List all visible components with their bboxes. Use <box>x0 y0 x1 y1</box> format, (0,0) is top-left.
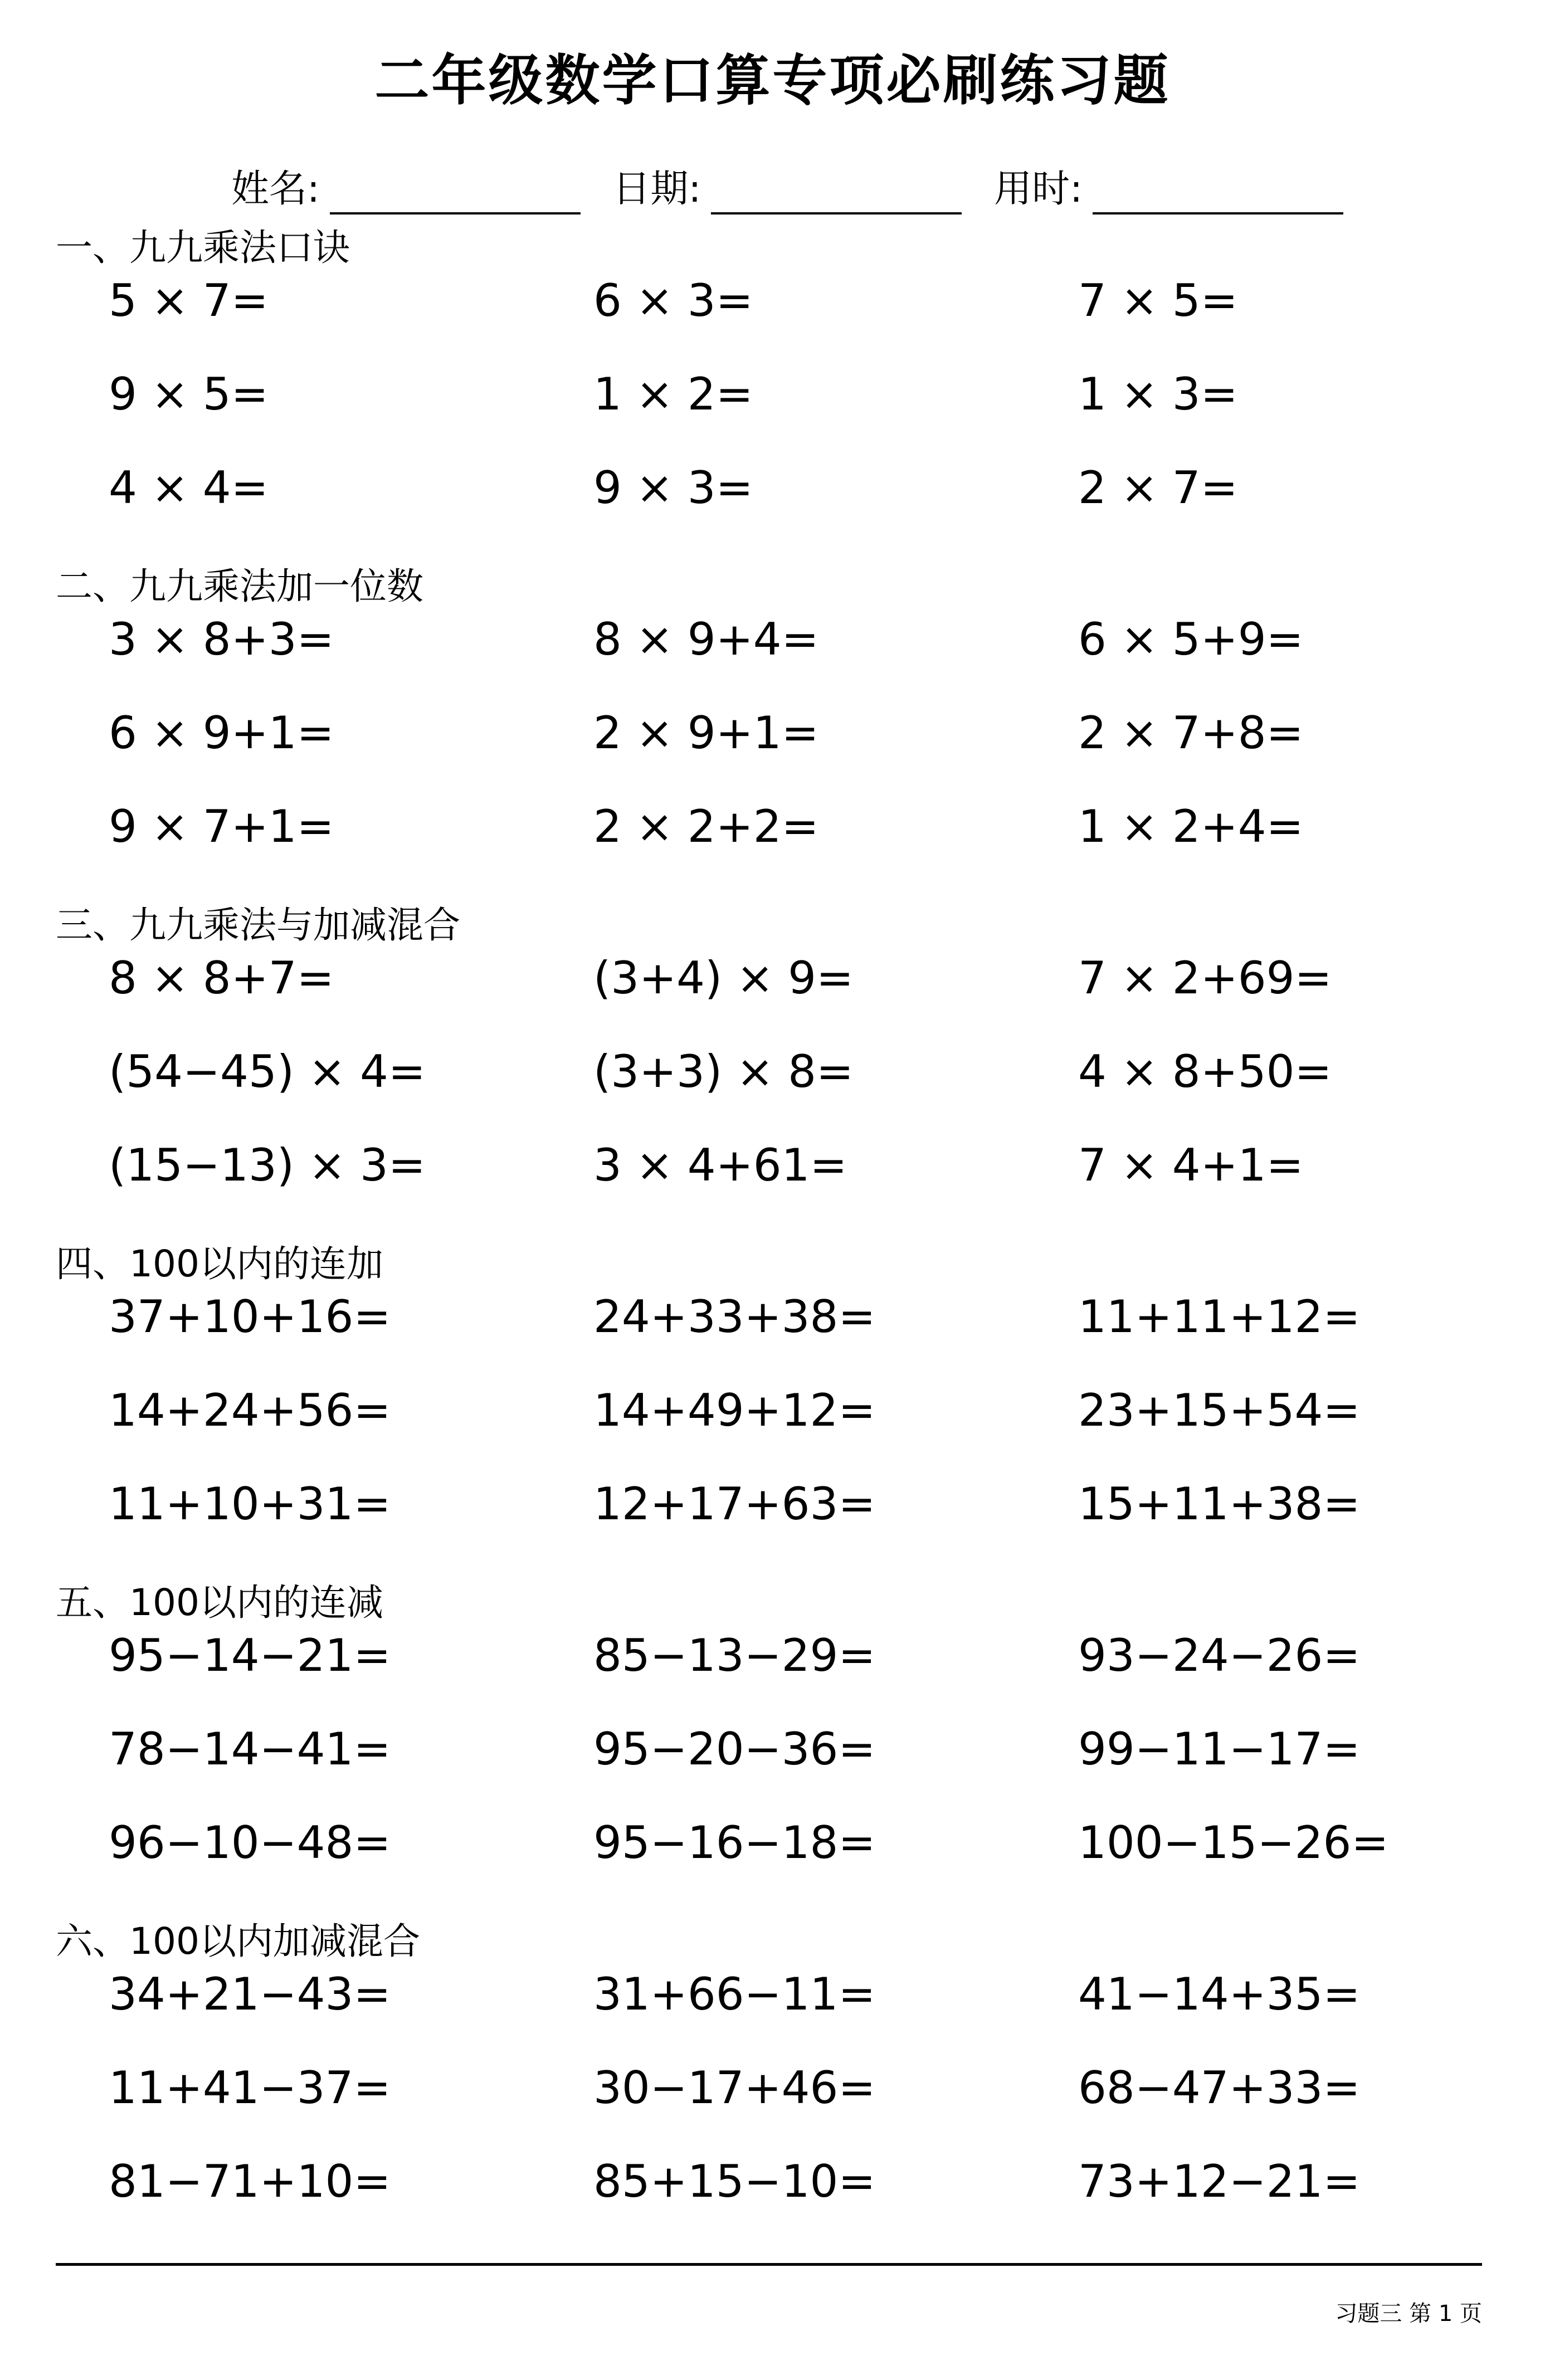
problem: 3 × 4+61= <box>593 1139 847 1191</box>
problem: 95−20−36= <box>593 1723 876 1775</box>
problem: 2 × 2+2= <box>593 801 819 852</box>
student-info-row <box>231 164 1363 214</box>
problem: 37+10+16= <box>109 1291 391 1343</box>
problem: 73+12−21= <box>1078 2155 1361 2207</box>
problem: 4 × 8+50= <box>1078 1046 1332 1098</box>
name-blank[interactable] <box>330 173 581 214</box>
problem: 3 × 8+3= <box>109 613 334 665</box>
problem: 81−71+10= <box>109 2155 391 2207</box>
problem: 1 × 2+4= <box>1078 801 1304 852</box>
problem: (54−45) × 4= <box>109 1046 426 1098</box>
problem: 31+66−11= <box>593 1968 876 2020</box>
problem: 14+49+12= <box>593 1384 876 1436</box>
section-heading: 四、100以内的连加 <box>56 1242 383 1285</box>
problem: 5 × 7= <box>109 275 269 326</box>
problem: 1 × 2= <box>593 368 753 420</box>
problem: 2 × 7= <box>1078 462 1238 514</box>
section-heading: 六、100以内加减混合 <box>56 1920 420 1963</box>
section-heading: 二、九九乘法加一位数 <box>56 565 423 608</box>
section-heading: 五、100以内的连减 <box>56 1581 383 1624</box>
problem: 85−13−29= <box>593 1630 876 1681</box>
problem: 11+41−37= <box>109 2062 391 2114</box>
problem: 100−15−26= <box>1078 1817 1389 1869</box>
problem: 78−14−41= <box>109 1723 391 1775</box>
problem: 6 × 5+9= <box>1078 613 1304 665</box>
problem: 93−24−26= <box>1078 1630 1361 1681</box>
problem: 30−17+46= <box>593 2062 876 2114</box>
problem: 7 × 5= <box>1078 275 1238 326</box>
problem: 9 × 5= <box>109 368 269 420</box>
problem: 9 × 3= <box>593 462 753 514</box>
time-label: 用时: <box>994 167 1083 211</box>
problem: 68−47+33= <box>1078 2062 1361 2114</box>
problem: 23+15+54= <box>1078 1384 1361 1436</box>
page-footer: 习题三 第 1 页 <box>1335 2301 1482 2327</box>
problem: 41−14+35= <box>1078 1968 1361 2020</box>
problem: 4 × 4= <box>109 462 269 514</box>
problem: 34+21−43= <box>109 1968 391 2020</box>
problem: 11+11+12= <box>1078 1291 1361 1343</box>
problem: 2 × 7+8= <box>1078 707 1304 759</box>
problem: 95−16−18= <box>593 1817 876 1869</box>
problem: 8 × 9+4= <box>593 613 819 665</box>
problem: 1 × 3= <box>1078 368 1238 420</box>
name-label: 姓名: <box>231 167 320 211</box>
problem: (3+3) × 8= <box>593 1046 854 1098</box>
problem: 96−10−48= <box>109 1817 391 1869</box>
problem: 9 × 7+1= <box>109 801 334 852</box>
problem: 14+24+56= <box>109 1384 391 1436</box>
problem: 6 × 3= <box>593 275 753 326</box>
date-label: 日期: <box>612 167 701 211</box>
problem: 11+10+31= <box>109 1478 391 1530</box>
section-heading: 三、九九乘法与加减混合 <box>56 904 460 947</box>
problem: 8 × 8+7= <box>109 952 334 1004</box>
problem: (3+4) × 9= <box>593 952 854 1004</box>
problem: 12+17+63= <box>593 1478 876 1530</box>
time-blank[interactable] <box>1093 173 1343 214</box>
problem: 7 × 4+1= <box>1078 1139 1304 1191</box>
date-blank[interactable] <box>711 173 962 214</box>
problem: 2 × 9+1= <box>593 707 819 759</box>
problem: 99−11−17= <box>1078 1723 1361 1775</box>
worksheet-title: 二年级数学口算专项必刷练习题 <box>374 49 1171 113</box>
section-heading: 一、九九乘法口诀 <box>56 226 350 269</box>
problem: 85+15−10= <box>593 2155 876 2207</box>
problem: 95−14−21= <box>109 1630 391 1681</box>
problem: 24+33+38= <box>593 1291 876 1343</box>
problem: 7 × 2+69= <box>1078 952 1332 1004</box>
problem: 6 × 9+1= <box>109 707 334 759</box>
problem: 15+11+38= <box>1078 1478 1361 1530</box>
problem: (15−13) × 3= <box>109 1139 426 1191</box>
footer-divider <box>56 2263 1482 2266</box>
